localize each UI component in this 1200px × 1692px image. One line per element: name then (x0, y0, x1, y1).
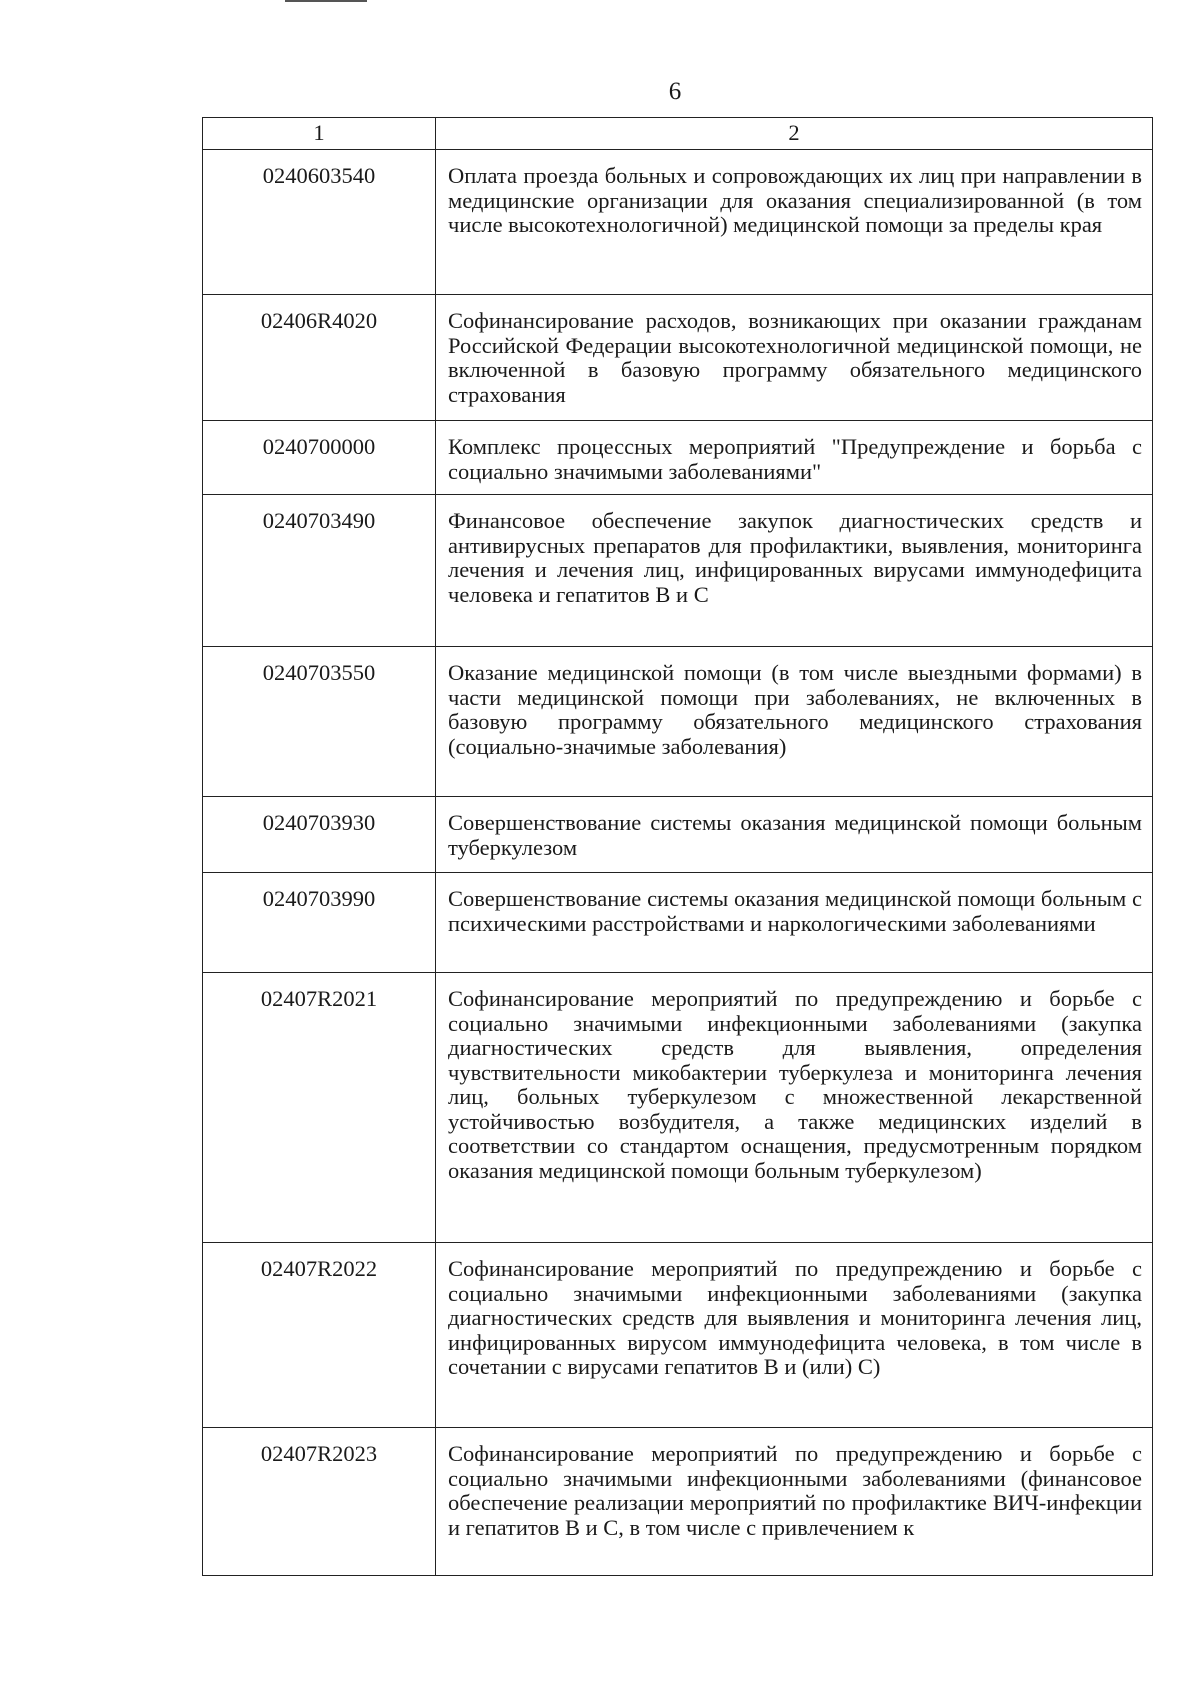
row-description: Комплекс процессных мероприятий "Предупреждение и борьба с социально значимыми заболеваниями" (436, 421, 1153, 495)
column-header-code: 1 (203, 118, 436, 150)
row-description: Софинансирование мероприятий по предупреждению и борьбе с социально значимыми инфекционными заболеваниями (закупка диагностических средств для выявления и мониторинга лечения лиц, инфицированных вирусом иммунодефицита человека, в том числе в сочетании с вирусами гепатитов В и (или) С) (436, 1243, 1153, 1428)
table-row (203, 495, 1153, 647)
table-row (203, 421, 1153, 495)
table-row (203, 973, 1153, 1243)
row-code: 02407R2021 (203, 973, 436, 1243)
table-row (203, 1243, 1153, 1428)
row-code: 02406R4020 (203, 295, 436, 421)
row-code: 02407R2023 (203, 1428, 436, 1576)
row-description: Финансовое обеспечение закупок диагностических средств и антивирусных препаратов для профилактики, выявления, мониторинга лечения и лечения лиц, инфицированных вирусами иммунодефицита человека и гепатитов В и С (436, 495, 1153, 647)
scan-artifact-line (285, 0, 367, 2)
row-code: 0240703550 (203, 647, 436, 797)
table-header-row (203, 118, 1153, 150)
row-code: 0240603540 (203, 150, 436, 295)
row-description: Софинансирование мероприятий по предупреждению и борьбе с социально значимыми инфекционными заболеваниями (закупка диагностических средств для выявления, определения чувствительности микобактерии туберкулеза и мониторинга лечения лиц, больных туберкулезом с множественной лекарственной устойчивостью возбудителя, а также медицинских изделий в соответствии со стандартом оснащения, предусмотренным порядком оказания медицинской помощи больным туберкулезом) (436, 973, 1153, 1243)
row-description: Оказание медицинской помощи (в том числе выездными формами) в части медицинской помощи при заболеваниях, не включенных в базовую программу обязательного медицинского страхования (социально-значимые заболевания) (436, 647, 1153, 797)
row-description: Оплата проезда больных и сопровождающих их лиц при направлении в медицинские организации для оказания специализированной (в том числе высокотехнологичной) медицинской помощи за пределы края (436, 150, 1153, 295)
page-number: 6 (668, 78, 682, 105)
row-description: Совершенствование системы оказания медицинской помощи больным туберкулезом (436, 797, 1153, 873)
column-header-description: 2 (436, 118, 1153, 150)
table-row (203, 647, 1153, 797)
row-code: 02407R2022 (203, 1243, 436, 1428)
budget-classification-table (202, 117, 1153, 1576)
table-row (203, 873, 1153, 973)
row-code: 0240703930 (203, 797, 436, 873)
table-row (203, 1428, 1153, 1576)
row-description: Софинансирование расходов, возникающих при оказании гражданам Российской Федерации высокотехнологичной медицинской помощи, не включенной в базовую программу обязательного медицинского страхования (436, 295, 1153, 421)
table-row (203, 797, 1153, 873)
row-description: Софинансирование мероприятий по предупреждению и борьбе с социально значимыми инфекционными заболеваниями (финансовое обеспечение реализации мероприятий по профилактике ВИЧ-инфекции и гепатитов В и С, в том числе с привлечением к (436, 1428, 1153, 1576)
table-row (203, 150, 1153, 295)
row-code: 0240700000 (203, 421, 436, 495)
table-row (203, 295, 1153, 421)
row-code: 0240703990 (203, 873, 436, 973)
row-code: 0240703490 (203, 495, 436, 647)
row-description: Совершенствование системы оказания медицинской помощи больным с психическими расстройствами и наркологическими заболеваниями (436, 873, 1153, 973)
